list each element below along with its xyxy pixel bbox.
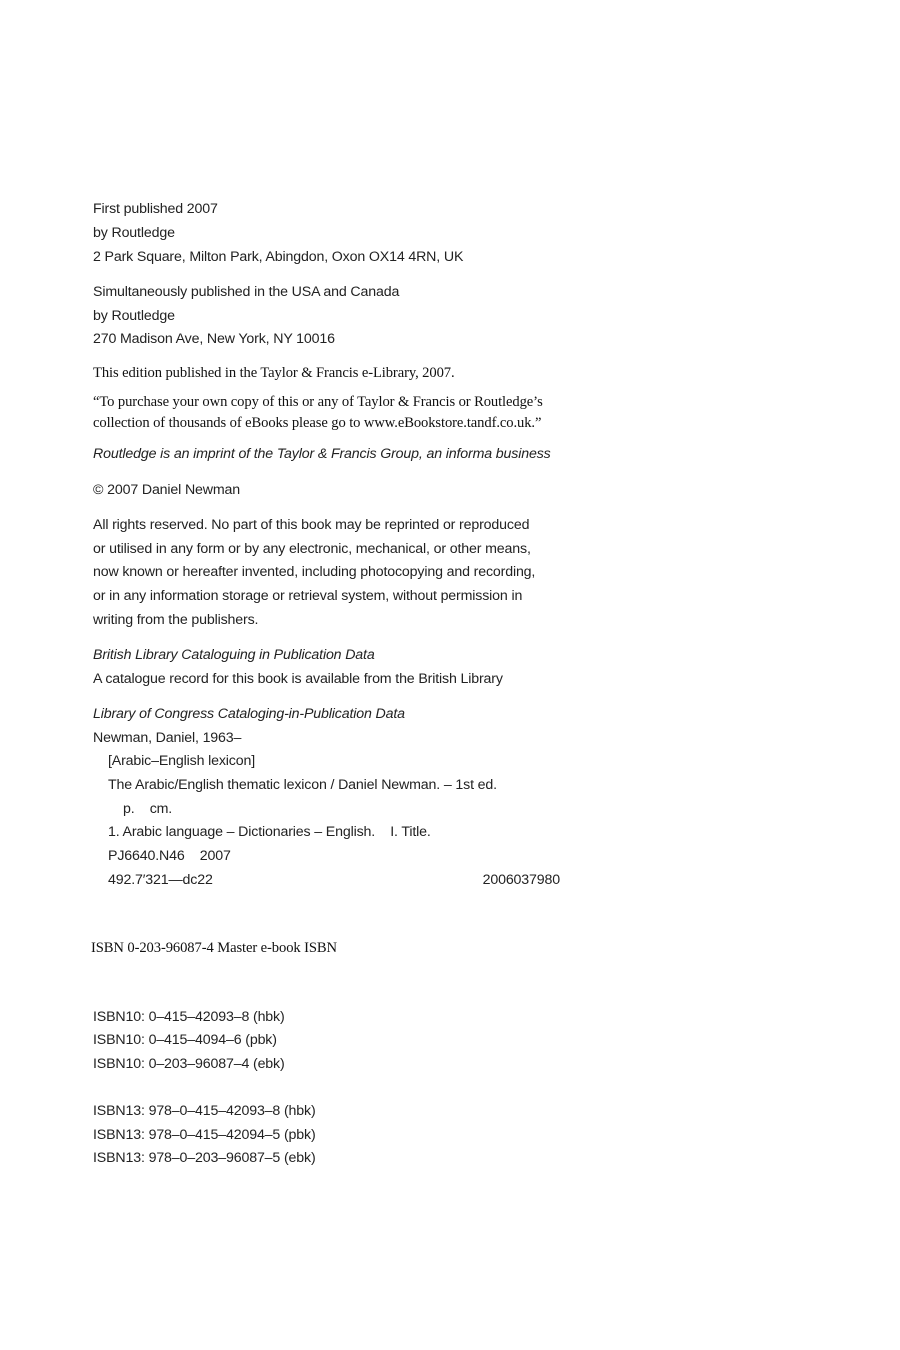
loc-uniform-title: [Arabic–English lexicon]: [108, 753, 256, 769]
loc-author: Newman, Daniel, 1963–: [93, 730, 242, 746]
loc-dewey: 492.7′321—dc22: [108, 872, 213, 888]
isbn10-ebk: ISBN10: 0–203–96087–4 (ebk): [93, 1056, 285, 1072]
isbn10-pbk: ISBN10: 0–415–4094–6 (pbk): [93, 1032, 277, 1048]
rights-line: now known or hereafter invented, including photocopying and recording,: [93, 564, 536, 580]
publisher-uk: by Routledge: [93, 225, 175, 241]
purchase-notice-line-2: collection of thousands of eBooks please go to www.eBookstore.tandf.co.uk.”: [93, 415, 542, 431]
loc-lccn: 2006037980: [482, 872, 560, 888]
loc-title: The Arabic/English thematic lexicon / Daniel Newman. – 1st ed.: [108, 777, 497, 793]
british-library-text: A catalogue record for this book is available from the British Library: [93, 671, 503, 687]
rights-line: or in any information storage or retrieval system, without permission in: [93, 588, 523, 604]
isbn13-pbk: ISBN13: 978–0–415–42094–5 (pbk): [93, 1127, 316, 1143]
loc-pages: p. cm.: [123, 801, 173, 817]
address-us: 270 Madison Ave, New York, NY 10016: [93, 331, 335, 347]
loc-call-number: PJ6640.N46 2007: [108, 848, 231, 864]
purchase-notice-line-1: “To purchase your own copy of this or any of Taylor & Francis or Routledge’s: [93, 394, 543, 410]
loc-subjects: 1. Arabic language – Dictionaries – English. I. Title.: [108, 824, 431, 840]
address-uk: 2 Park Square, Milton Park, Abingdon, Oxon OX14 4RN, UK: [93, 249, 464, 265]
simultaneous-publication: Simultaneously published in the USA and Canada: [93, 284, 400, 300]
first-published: First published 2007: [93, 201, 218, 217]
isbn13-ebk: ISBN13: 978–0–203–96087–5 (ebk): [93, 1150, 316, 1166]
imprint-statement: Routledge is an imprint of the Taylor & Francis Group, an informa business: [93, 446, 551, 462]
master-isbn: ISBN 0-203-96087-4 Master e-book ISBN: [91, 940, 337, 956]
isbn10-hbk: ISBN10: 0–415–42093–8 (hbk): [93, 1009, 285, 1025]
copyright-notice: © 2007 Daniel Newman: [93, 482, 241, 498]
ebook-edition: This edition published in the Taylor & Francis e-Library, 2007.: [93, 365, 455, 381]
rights-line: writing from the publishers.: [93, 612, 259, 628]
british-library-heading: British Library Cataloguing in Publication Data: [93, 647, 375, 663]
rights-line: or utilised in any form or by any electronic, mechanical, or other means,: [93, 541, 531, 557]
publisher-us: by Routledge: [93, 308, 175, 324]
loc-heading: Library of Congress Cataloging-in-Publication Data: [93, 706, 405, 722]
isbn13-hbk: ISBN13: 978–0–415–42093–8 (hbk): [93, 1103, 316, 1119]
rights-line: All rights reserved. No part of this book may be reprinted or reproduced: [93, 517, 530, 533]
